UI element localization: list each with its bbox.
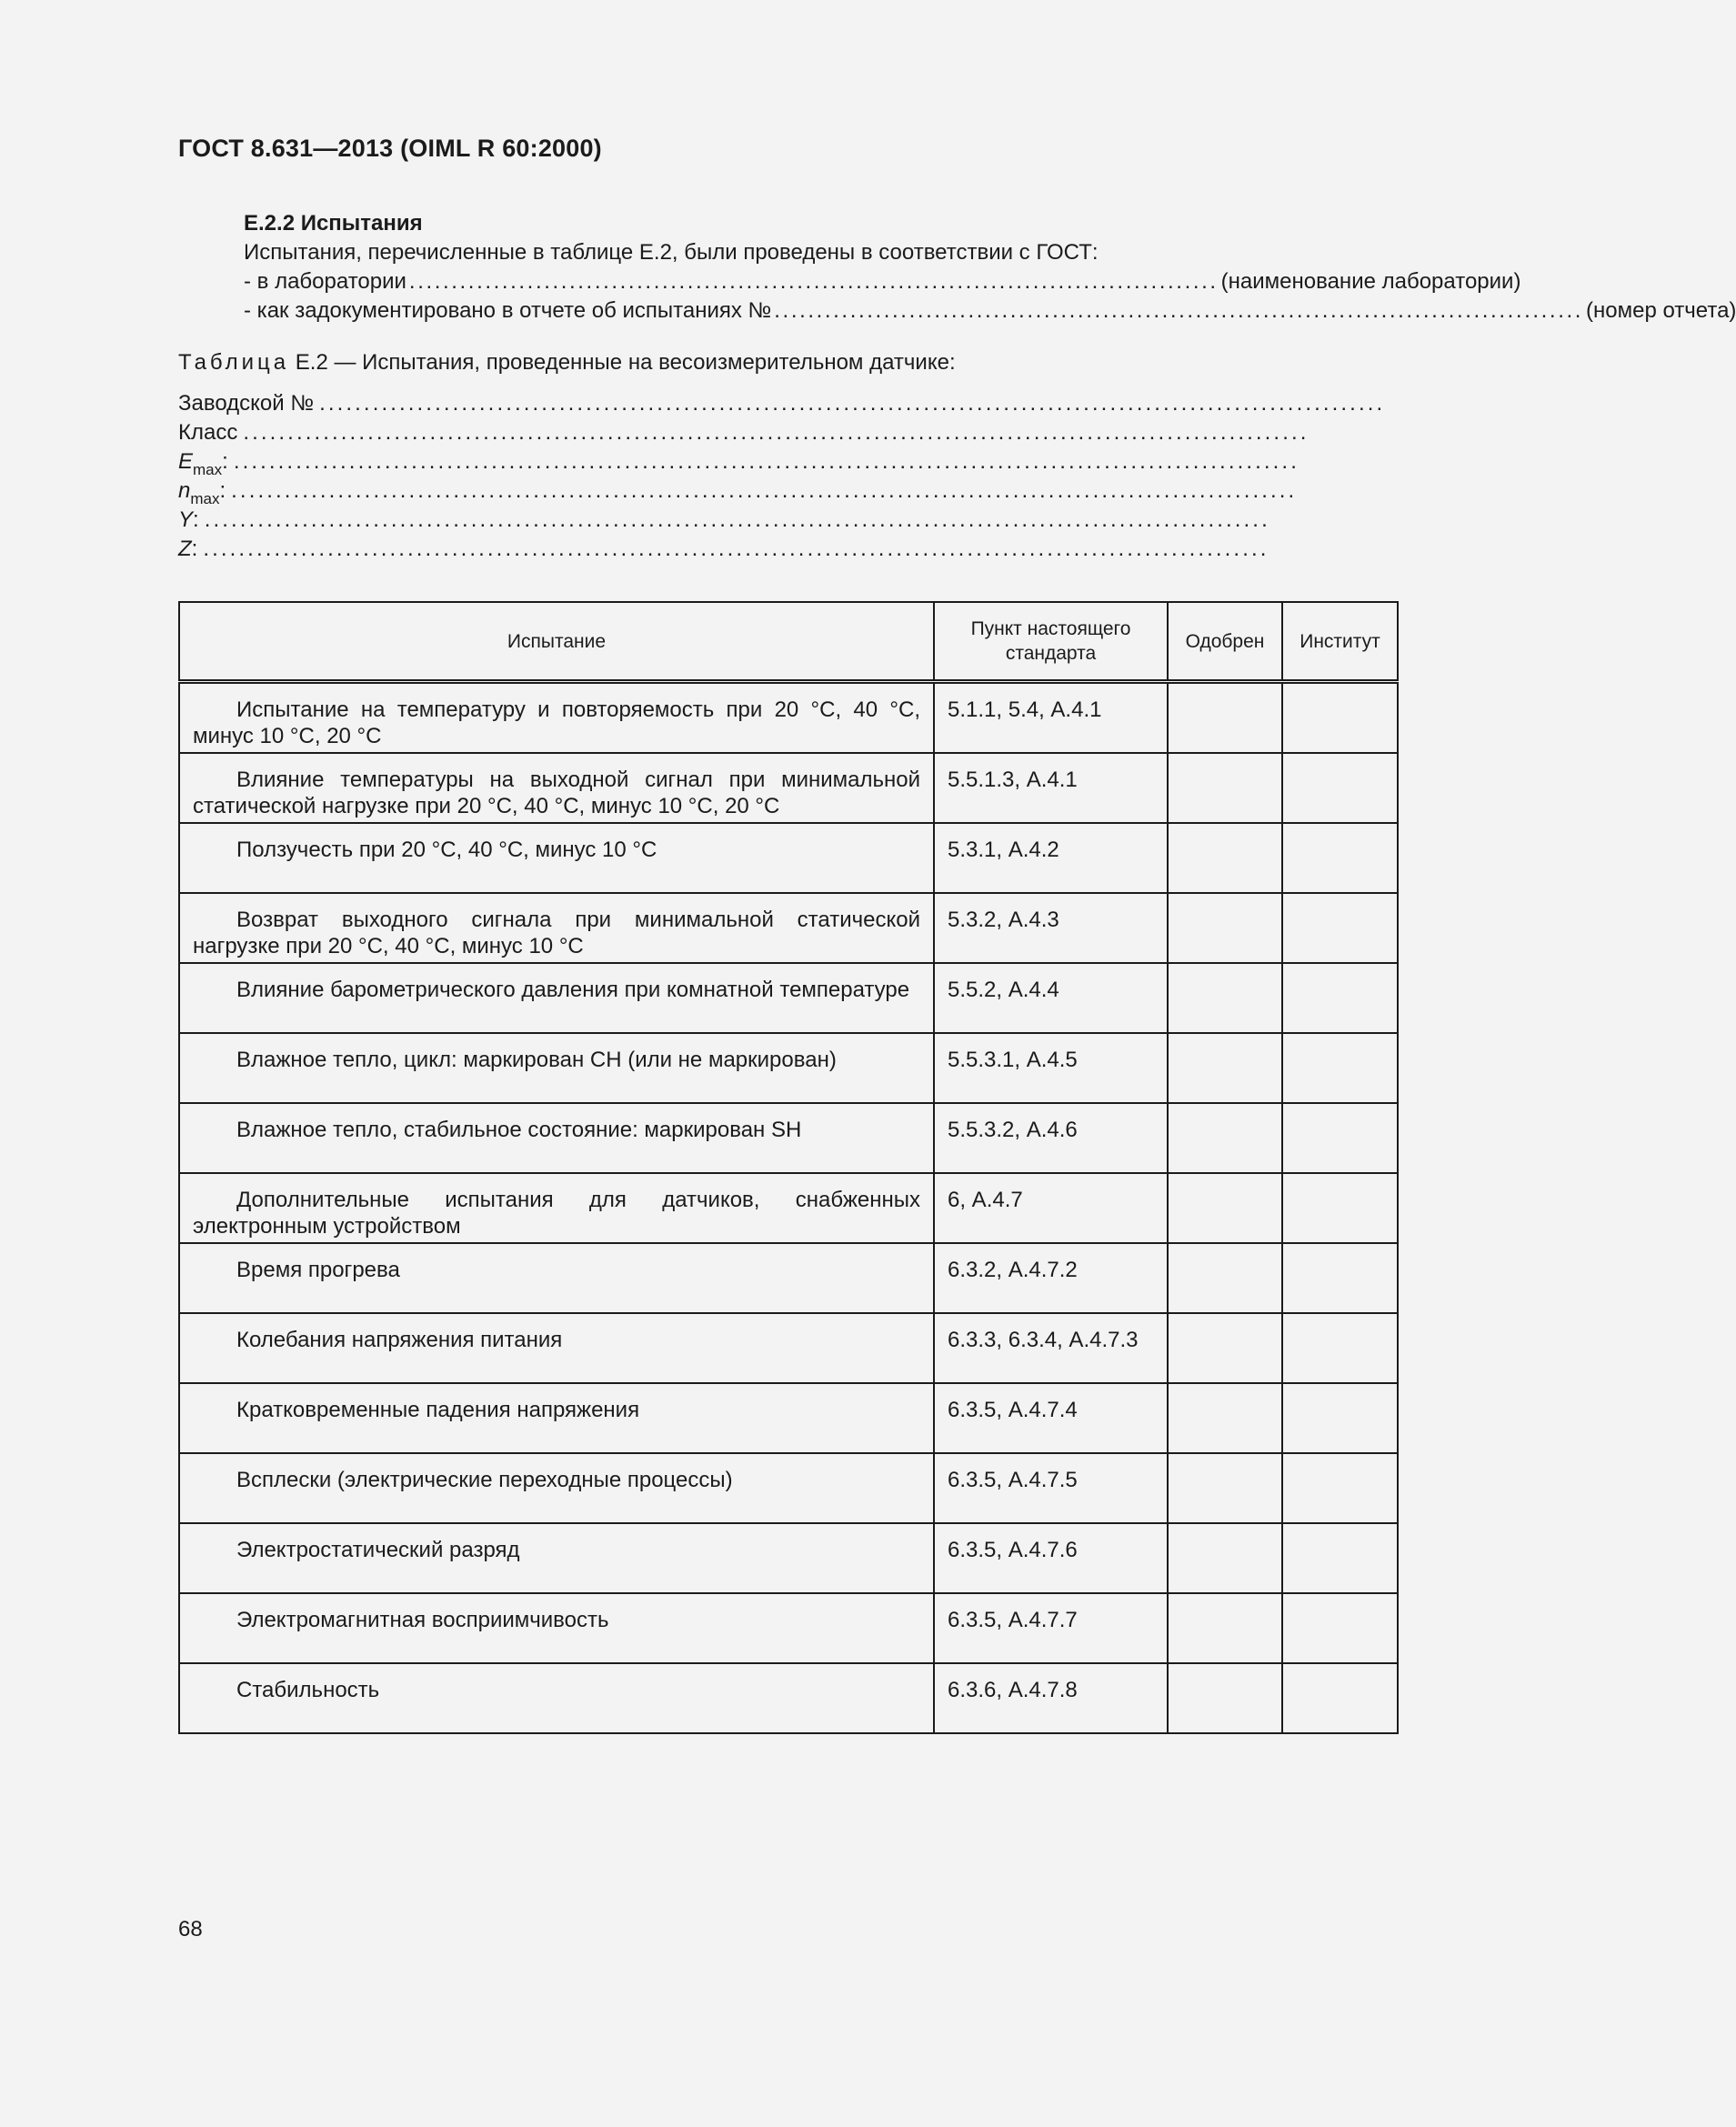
approved-cell bbox=[1168, 823, 1282, 893]
test-name-cell: Дополнительные испытания для датчиков, снабженных электронным устройством bbox=[179, 1173, 934, 1243]
clause-cell: 5.3.2, А.4.3 bbox=[934, 893, 1168, 963]
table-row bbox=[179, 1173, 1398, 1243]
institute-cell bbox=[1282, 1383, 1398, 1453]
section-title: Е.2.2 Испытания bbox=[244, 211, 423, 236]
field-nmax: $n_{max}$: ........................................................................................................................ bbox=[178, 478, 1298, 507]
header-test: Испытание bbox=[179, 602, 934, 682]
table-row bbox=[179, 893, 1398, 963]
approved-cell bbox=[1168, 963, 1282, 1033]
approved-cell bbox=[1168, 753, 1282, 823]
approved-cell bbox=[1168, 682, 1282, 754]
table-row bbox=[179, 823, 1398, 893]
table-row bbox=[179, 1453, 1398, 1523]
institute-cell bbox=[1282, 823, 1398, 893]
table-caption bbox=[178, 348, 956, 377]
institute-cell bbox=[1282, 893, 1398, 963]
clause-cell: 6.3.3, 6.3.4, А.4.7.3 bbox=[934, 1313, 1168, 1383]
table-row bbox=[179, 963, 1398, 1033]
approved-cell bbox=[1168, 1663, 1282, 1733]
table-row bbox=[179, 1663, 1398, 1733]
clause-cell: 5.3.1, А.4.2 bbox=[934, 823, 1168, 893]
tests-body bbox=[179, 682, 1398, 1734]
test-name-cell: Всплески (электрические переходные процессы) bbox=[179, 1453, 934, 1523]
institute-cell bbox=[1282, 1103, 1398, 1173]
test-name-cell: Электромагнитная восприимчивость bbox=[179, 1593, 934, 1663]
laboratory-line: - в лаборатории ................................................................................................ (наименование лаборатории) bbox=[244, 267, 1397, 296]
field-z: Z: ........................................................................................................................ bbox=[178, 537, 1269, 561]
institute-cell bbox=[1282, 963, 1398, 1033]
test-name-cell: Влияние барометрического давления при комнатной температуре bbox=[179, 963, 934, 1033]
clause-cell: 5.5.3.2, А.4.6 bbox=[934, 1103, 1168, 1173]
test-name-cell: Влияние температуры на выходной сигнал при минимальной статической нагрузке при 20 °С, 40 °С, минус 10 °С, 20 °С bbox=[179, 753, 934, 823]
test-name-cell: Влажное тепло, стабильное состояние: маркирован SH bbox=[179, 1103, 934, 1173]
field-class: Класс ........................................................................................................................ bbox=[178, 420, 1310, 445]
table-row bbox=[179, 1383, 1398, 1453]
approved-cell bbox=[1168, 1383, 1282, 1453]
clause-cell: 6.3.2, А.4.7.2 bbox=[934, 1243, 1168, 1313]
institute-cell bbox=[1282, 1663, 1398, 1733]
test-name-cell: Кратковременные падения напряжения bbox=[179, 1383, 934, 1453]
table-row bbox=[179, 1103, 1398, 1173]
institute-cell bbox=[1282, 1243, 1398, 1313]
approved-cell bbox=[1168, 1593, 1282, 1663]
field-y: Y: ........................................................................................................................ bbox=[178, 507, 1270, 532]
approved-cell bbox=[1168, 1173, 1282, 1243]
table-row bbox=[179, 1593, 1398, 1663]
report-hint: (номер отчета) bbox=[1586, 298, 1736, 323]
clause-cell: 5.5.3.1, А.4.5 bbox=[934, 1033, 1168, 1103]
table-row bbox=[179, 1523, 1398, 1593]
table-row bbox=[179, 1313, 1398, 1383]
section-intro: Испытания, перечисленные в таблице Е.2, были проведены в соответствии с ГОСТ: bbox=[244, 240, 1099, 265]
field-serial: Заводской № ........................................................................................................................ bbox=[178, 391, 1386, 416]
table-header-row bbox=[179, 602, 1398, 682]
test-name-cell: Ползучесть при 20 °С, 40 °С, минус 10 °С bbox=[179, 823, 934, 893]
test-name-cell: Время прогрева bbox=[179, 1243, 934, 1313]
institute-cell bbox=[1282, 1313, 1398, 1383]
table-row bbox=[179, 753, 1398, 823]
report-line: - как задокументировано в отчете об испытаниях № ................................................................................................ (номер отчета) bbox=[244, 296, 1397, 326]
test-name-cell: Испытание на температуру и повторяемость при 20 °С, 40 °С, минус 10 °С, 20 °С bbox=[179, 682, 934, 754]
table-row bbox=[179, 1033, 1398, 1103]
tests-table bbox=[178, 601, 1399, 1734]
institute-cell bbox=[1282, 1033, 1398, 1103]
institute-cell bbox=[1282, 1593, 1398, 1663]
clause-cell: 6, А.4.7 bbox=[934, 1173, 1168, 1243]
clause-cell: 5.5.2, А.4.4 bbox=[934, 963, 1168, 1033]
report-label: - как задокументировано в отчете об испытаниях № bbox=[244, 298, 772, 323]
clause-cell: 5.1.1, 5.4, А.4.1 bbox=[934, 682, 1168, 754]
header-clause: Пункт настоящего стандарта bbox=[934, 602, 1168, 682]
test-name-cell: Возврат выходного сигнала при минимальной статической нагрузке при 20 °С, 40 °С, минус 10 °С bbox=[179, 893, 934, 963]
clause-cell: 6.3.5, А.4.7.4 bbox=[934, 1383, 1168, 1453]
approved-cell bbox=[1168, 1453, 1282, 1523]
clause-cell: 6.3.5, А.4.7.5 bbox=[934, 1453, 1168, 1523]
section-e22 bbox=[244, 209, 1736, 326]
test-name-cell: Влажное тепло, цикл: маркирован СН (или не маркирован) bbox=[179, 1033, 934, 1103]
clause-cell: 5.5.1.3, А.4.1 bbox=[934, 753, 1168, 823]
approved-cell bbox=[1168, 1103, 1282, 1173]
laboratory-hint: (наименование лаборатории) bbox=[1220, 269, 1521, 294]
caption-label: Таблица bbox=[178, 350, 290, 375]
approved-cell bbox=[1168, 1523, 1282, 1593]
test-name-cell: Электростатический разряд bbox=[179, 1523, 934, 1593]
clause-cell: 6.3.5, А.4.7.7 bbox=[934, 1593, 1168, 1663]
test-name-cell: Колебания напряжения питания bbox=[179, 1313, 934, 1383]
clause-cell: 6.3.5, А.4.7.6 bbox=[934, 1523, 1168, 1593]
caption-text: Е.2 — Испытания, проведенные на весоизмерительном датчике: bbox=[295, 350, 956, 375]
institute-cell bbox=[1282, 682, 1398, 754]
institute-cell bbox=[1282, 753, 1398, 823]
page-header: ГОСТ 8.631—2013 (OIML R 60:2000) bbox=[178, 135, 602, 162]
test-name-cell: Стабильность bbox=[179, 1663, 934, 1733]
laboratory-label: - в лаборатории bbox=[244, 269, 406, 294]
institute-cell bbox=[1282, 1453, 1398, 1523]
approved-cell bbox=[1168, 1243, 1282, 1313]
table-row bbox=[179, 682, 1398, 754]
clause-cell: 6.3.6, А.4.7.8 bbox=[934, 1663, 1168, 1733]
header-approved: Одобрен bbox=[1168, 602, 1282, 682]
load-cell-fields bbox=[178, 391, 1386, 566]
institute-cell bbox=[1282, 1523, 1398, 1593]
table-row bbox=[179, 1243, 1398, 1313]
header-institute: Институт bbox=[1282, 602, 1398, 682]
page-number: 68 bbox=[178, 1917, 203, 1941]
approved-cell bbox=[1168, 1033, 1282, 1103]
institute-cell bbox=[1282, 1173, 1398, 1243]
field-emax: $E_{max}$: ........................................................................................................................ bbox=[178, 449, 1299, 478]
approved-cell bbox=[1168, 893, 1282, 963]
approved-cell bbox=[1168, 1313, 1282, 1383]
